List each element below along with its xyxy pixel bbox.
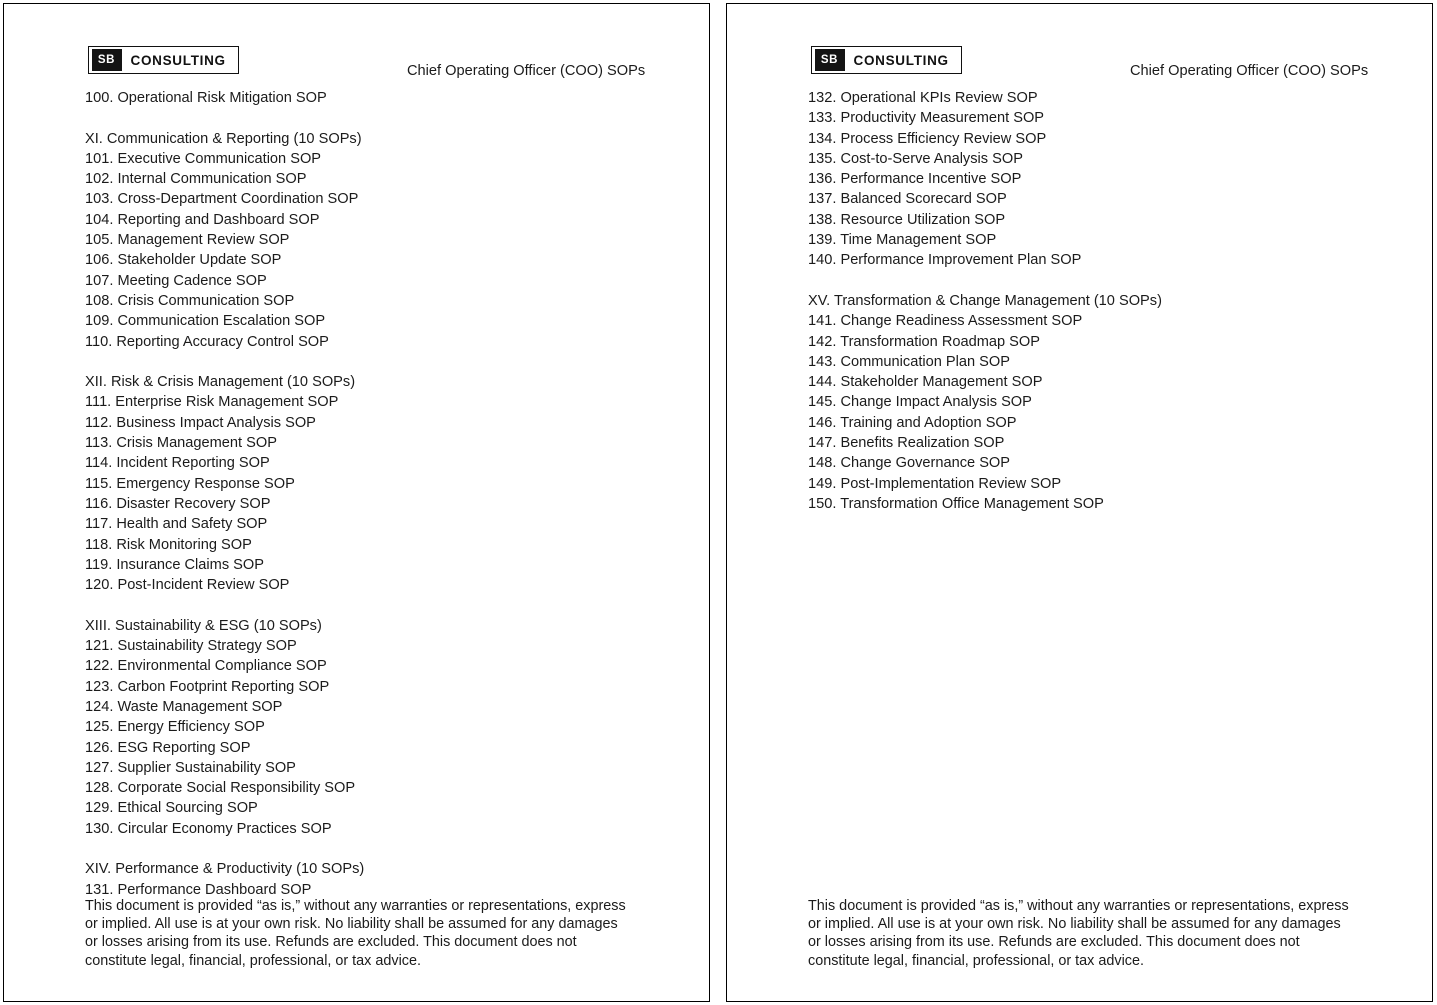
- list-item: 125. Energy Efficiency SOP: [85, 719, 265, 736]
- list-item: 150. Transformation Office Management SOP: [808, 495, 1104, 512]
- page-right-sop-list: [808, 88, 1392, 514]
- list-item: 121. Sustainability Strategy SOP: [85, 638, 297, 655]
- list-item: 122. Environmental Compliance SOP: [85, 658, 327, 675]
- list-item: 119. Insurance Claims SOP: [85, 556, 264, 573]
- list-item: 115. Emergency Response SOP: [85, 475, 295, 492]
- list-spacer: [85, 839, 669, 859]
- list-item: 127. Supplier Sustainability SOP: [85, 759, 296, 776]
- list-item: XIII. Sustainability & ESG (10 SOPs): [85, 617, 322, 634]
- list-item: 148. Change Governance SOP: [808, 455, 1011, 472]
- logo-wordmark: CONSULTING: [130, 52, 226, 68]
- page-right-content-area: [808, 42, 1392, 1001]
- list-item: 101. Executive Communication SOP: [85, 150, 322, 167]
- list-spacer: [808, 271, 1392, 291]
- list-item: 128. Corporate Social Responsibility SOP: [85, 780, 356, 797]
- page-left: [3, 3, 710, 1002]
- page-left-header: [85, 42, 669, 86]
- list-spacer: [85, 595, 669, 615]
- list-item: 137. Balanced Scorecard SOP: [808, 191, 1007, 208]
- disclaimer-right: [808, 897, 1356, 970]
- list-item: 146. Training and Adoption SOP: [808, 414, 1017, 431]
- list-item: 108. Crisis Communication SOP: [85, 292, 295, 309]
- list-spacer: [85, 108, 669, 128]
- logo-mark-icon: SB: [92, 49, 122, 72]
- list-item: 140. Performance Improvement Plan SOP: [808, 252, 1082, 269]
- logo-wordmark: CONSULTING: [853, 52, 949, 68]
- disclaimer-text: This document is provided “as is,” without any warranties or representations, express or implied. All use is at your own risk. No liability shall be assumed for any damages or losses arising from its use. Refunds are excluded. This document does not constitute legal, financial, professional, or tax advice.: [808, 898, 1349, 969]
- list-item: XII. Risk & Crisis Management (10 SOPs): [85, 374, 356, 391]
- list-item: 106. Stakeholder Update SOP: [85, 252, 282, 269]
- list-item: 105. Management Review SOP: [85, 232, 290, 249]
- list-item: 123. Carbon Footprint Reporting SOP: [85, 678, 330, 695]
- list-item: 139. Time Management SOP: [808, 232, 997, 249]
- list-item: 124. Waste Management SOP: [85, 698, 283, 715]
- list-item: 130. Circular Economy Practices SOP: [85, 820, 332, 837]
- list-item: XIV. Performance & Productivity (10 SOPs): [85, 861, 365, 878]
- list-item: 120. Post-Incident Review SOP: [85, 577, 290, 594]
- list-item: 145. Change Impact Analysis SOP: [808, 394, 1032, 411]
- list-item: 136. Performance Incentive SOP: [808, 171, 1022, 188]
- list-item: 103. Cross-Department Coordination SOP: [85, 191, 359, 208]
- sb-consulting-logo: [811, 46, 962, 74]
- page-title: Chief Operating Officer (COO) SOPs: [1130, 63, 1369, 79]
- sb-consulting-logo: [88, 46, 239, 74]
- page-right: [726, 3, 1433, 1002]
- list-item: 138. Resource Utilization SOP: [808, 211, 1006, 228]
- page-left-sop-list: [85, 88, 669, 900]
- list-item: 104. Reporting and Dashboard SOP: [85, 211, 320, 228]
- list-item: 114. Incident Reporting SOP: [85, 455, 270, 472]
- logo-mark-icon: SB: [815, 49, 845, 72]
- list-item: 147. Benefits Realization SOP: [808, 435, 1005, 452]
- list-item: 117. Health and Safety SOP: [85, 516, 268, 533]
- list-item: 109. Communication Escalation SOP: [85, 313, 326, 330]
- list-item: 113. Crisis Management SOP: [85, 435, 277, 452]
- list-item: 132. Operational KPIs Review SOP: [808, 90, 1038, 106]
- list-item: 143. Communication Plan SOP: [808, 353, 1010, 370]
- disclaimer-text: This document is provided “as is,” without any warranties or representations, express or implied. All use is at your own risk. No liability shall be assumed for any damages or losses arising from its use. Refunds are excluded. This document does not constitute legal, financial, professional, or tax advice.: [85, 898, 626, 969]
- list-item: 118. Risk Monitoring SOP: [85, 536, 252, 553]
- page-right-header: [808, 42, 1392, 86]
- list-item: 129. Ethical Sourcing SOP: [85, 800, 258, 817]
- list-item: 107. Meeting Cadence SOP: [85, 272, 267, 289]
- list-item: XI. Communication & Reporting (10 SOPs): [85, 130, 362, 147]
- list-item: 142. Transformation Roadmap SOP: [808, 333, 1040, 350]
- list-item: XV. Transformation & Change Management (10 SOPs): [808, 292, 1162, 309]
- list-item: 149. Post-Implementation Review SOP: [808, 475, 1062, 492]
- list-spacer: [85, 352, 669, 372]
- list-item: 131. Performance Dashboard SOP: [85, 881, 312, 898]
- list-item: 102. Internal Communication SOP: [85, 171, 307, 188]
- list-item: 141. Change Readiness Assessment SOP: [808, 313, 1083, 330]
- list-item: 134. Process Efficiency Review SOP: [808, 130, 1047, 147]
- list-item: 133. Productivity Measurement SOP: [808, 110, 1045, 127]
- list-item: 112. Business Impact Analysis SOP: [85, 414, 316, 431]
- page-left-content-area: [85, 42, 669, 1001]
- page-title: Chief Operating Officer (COO) SOPs: [407, 63, 646, 79]
- list-item: 111. Enterprise Risk Management SOP: [85, 394, 339, 411]
- list-item: 144. Stakeholder Management SOP: [808, 374, 1043, 391]
- disclaimer-left: [85, 897, 633, 970]
- list-item: 116. Disaster Recovery SOP: [85, 495, 271, 512]
- list-item: 110. Reporting Accuracy Control SOP: [85, 333, 329, 350]
- list-item: 135. Cost-to-Serve Analysis SOP: [808, 150, 1023, 167]
- list-item: 100. Operational Risk Mitigation SOP: [85, 90, 327, 106]
- list-item: 126. ESG Reporting SOP: [85, 739, 251, 756]
